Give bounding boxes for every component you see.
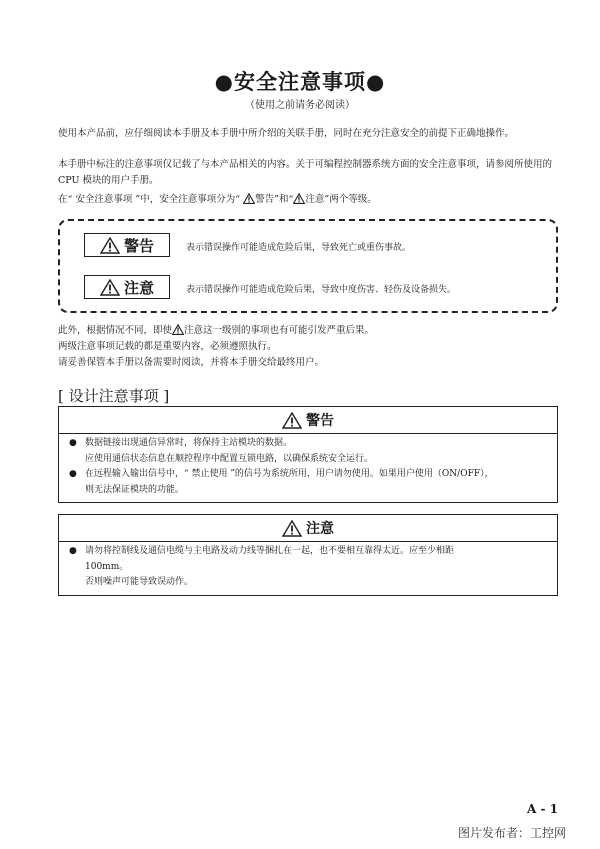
page-subtitle: （使用之前请务必阅读） — [245, 100, 355, 111]
caution-item-1-line-3: 否则噪声可能导致误动作。 — [85, 577, 194, 587]
caution-item-1-line-2: 100mm。 — [85, 561, 129, 572]
caution-triangle-icon — [172, 324, 184, 335]
note-2: 两级注意事项记载的都是重要内容，必须遵照执行。 — [58, 341, 277, 352]
p3-mid: ”和“ — [274, 194, 294, 205]
caution-triangle-icon — [100, 279, 120, 296]
caution-level-description: 表示错误操作可能造成危险后果，导致中度伤害、轻伤及设备损失。 — [186, 285, 457, 295]
bullet: ● — [69, 438, 77, 448]
warning-item-2-line-1: 在远程输入输出信号中，“ 禁止使用 ”的信号为系统所用，用户请勿使用。如果用户使用（ON/OFF）， — [85, 469, 494, 479]
list-item — [67, 436, 549, 467]
warning-triangle-icon — [100, 237, 120, 254]
list-item — [67, 544, 549, 591]
p3-warn-label: 警告 — [255, 194, 275, 205]
intro-paragraph-1: 使用本产品前，应仔细阅读本手册及本手册中所介绍的关联手册，同时在充分注意安全的前提下正确地操作。 — [58, 128, 515, 139]
caution-box — [58, 514, 558, 596]
caution-box-header — [59, 515, 557, 542]
caution-item-1-line-1: 请勿将控制线及通信电缆与主电路及动力线等捆扎在一起，也不要相互靠得太近。应至少相距 — [85, 546, 455, 556]
p3-pre: 在“ 安全注意事项 ”中，安全注意事项分为“ — [58, 194, 241, 205]
list-item — [67, 467, 549, 498]
warning-triangle-icon — [282, 412, 302, 429]
warning-triangle-icon — [243, 193, 255, 204]
caution-triangle-icon — [282, 520, 302, 537]
note-1-post: 注意这一级别的事项也有可能引发严重后果。 — [184, 325, 375, 336]
warning-level-description: 表示错误操作可能造成危险后果，导致死亡或重伤事故。 — [186, 243, 412, 253]
note-1 — [58, 323, 558, 339]
warning-item-1-line-2: 应使用通信状态信息在顺控程序中配置互锁电路，以确保系统安全运行。 — [85, 453, 374, 464]
watermark: 图片发布者：工控网 — [458, 826, 567, 840]
caution-triangle-icon — [293, 193, 305, 204]
intro-paragraph-3 — [58, 192, 558, 208]
bullet: ● — [69, 469, 77, 479]
bullet: ● — [69, 546, 77, 556]
note-1-pre: 此外，根据情况不同，即使 — [58, 325, 173, 336]
section-title: [ 设计注意事项 ] — [58, 387, 170, 405]
page-title: ●安全注意事项● — [214, 69, 386, 94]
page-number: A - 1 — [527, 802, 558, 816]
warning-box-body — [59, 434, 557, 502]
warning-item-1-line-1: 数据链接出现通信异常时，将保持主站模块的数据。 — [85, 438, 293, 448]
warning-item-2-line-2: 则无法保证模块的功能。 — [85, 484, 185, 495]
p3-post: ”两个等级。 — [324, 194, 377, 205]
safety-levels-box — [58, 219, 558, 313]
warning-box — [58, 406, 558, 503]
warning-level-badge — [84, 233, 170, 257]
warning-level-label: 警告 — [123, 236, 154, 255]
intro-paragraph-2: 本手册中标注的注意事项仅记载了与本产品相关的内容。关于可编程控制器系统方面的安全注意事项，请参阅所使用的CPU 模块的用户手册。 — [58, 159, 553, 186]
caution-box-heading: 注意 — [306, 521, 334, 537]
caution-level-label: 注意 — [123, 278, 154, 297]
warning-box-header — [59, 407, 557, 434]
warning-box-heading: 警告 — [306, 413, 334, 429]
caution-box-body — [59, 542, 557, 595]
p3-caution-label: 注意 — [305, 194, 325, 205]
note-3: 请妥善保管本手册以备需要时阅读，并将本手册交给最终用户。 — [58, 357, 325, 368]
caution-level-badge — [84, 275, 170, 299]
